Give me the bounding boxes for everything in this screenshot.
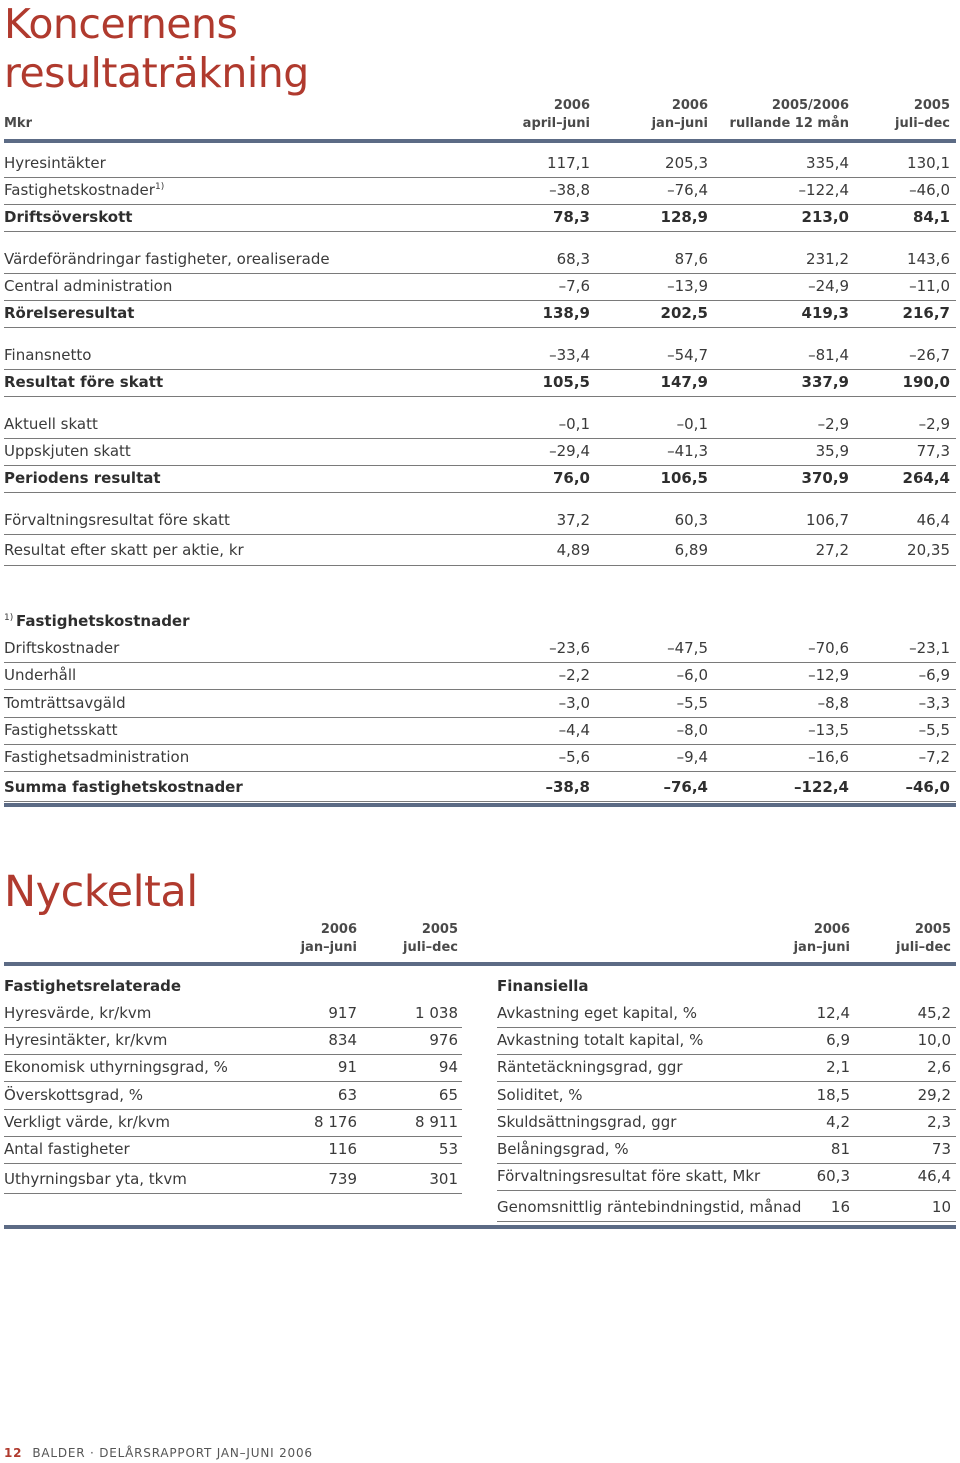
row-label: Hyresintäkter (4, 154, 106, 172)
row-rule (4, 565, 956, 566)
row-label: Driftsöverskott (4, 208, 133, 226)
row-rule (4, 327, 956, 328)
row-value: –5,5 (676, 694, 708, 712)
row-value: 77,3 (916, 442, 950, 460)
row-value: 63 (337, 1086, 357, 1104)
row-value: –3,3 (918, 694, 950, 712)
note-row (0, 635, 960, 662)
row-value: 116 (328, 1140, 357, 1158)
row-value: 202,5 (660, 304, 708, 322)
row-value: –16,6 (808, 748, 849, 766)
row-value: –8,0 (676, 721, 708, 739)
row-value: 106,7 (806, 511, 849, 529)
row-value: –2,2 (558, 666, 590, 684)
row-value: –2,9 (918, 415, 950, 433)
row-value: –3,0 (558, 694, 590, 712)
kf-row (0, 1000, 960, 1027)
row-value: 2,1 (826, 1058, 850, 1076)
row-label: Verkligt värde, kr/kvm (4, 1113, 171, 1131)
row-label: Fastighetsadministration (4, 748, 190, 766)
row-value: 143,6 (907, 250, 950, 268)
kf-bottom-rule (4, 1225, 956, 1229)
row-value: –47,5 (667, 639, 708, 657)
row-value: 87,6 (674, 250, 708, 268)
row-label: Ekonomisk uthyrningsgrad, % (4, 1058, 228, 1076)
row-value: 205,3 (665, 154, 708, 172)
row-value: –76,4 (667, 181, 708, 199)
row-value: –0,1 (676, 415, 708, 433)
row-value: 35,9 (815, 442, 849, 460)
row-value: 46,4 (916, 511, 950, 529)
row-label: Fastighetsskatt (4, 721, 118, 739)
kf-col-year: 2006 (320, 922, 357, 937)
income-row (0, 204, 960, 231)
row-value: –24,9 (808, 277, 849, 295)
kf-col-period: jan–juni (300, 940, 357, 955)
row-value: 2,6 (927, 1058, 951, 1076)
table-bottom-rule (4, 803, 956, 807)
row-value: –81,4 (808, 346, 849, 364)
row-value: 138,9 (542, 304, 590, 322)
note-row (0, 662, 960, 689)
row-label: Hyresvärde, kr/kvm (4, 1004, 152, 1022)
income-col-period: rullande 12 mån (729, 116, 849, 131)
kf-row (0, 1163, 960, 1190)
row-value: –6,9 (918, 666, 950, 684)
row-value: –46,0 (905, 778, 950, 796)
row-value: –4,4 (558, 721, 590, 739)
row-value: 301 (429, 1170, 458, 1188)
row-value: –2,9 (817, 415, 849, 433)
row-rule (4, 534, 956, 535)
income-row (0, 369, 960, 396)
row-value: 53 (438, 1140, 458, 1158)
row-value: 337,9 (801, 373, 849, 391)
income-row (0, 246, 960, 273)
row-value: 4,89 (556, 541, 590, 559)
note-row (0, 774, 960, 801)
row-value: 65 (438, 1086, 458, 1104)
row-label: Fastighetskostnader (4, 181, 155, 199)
row-value: 68,3 (556, 250, 590, 268)
row-value: 27,2 (815, 541, 849, 559)
row-value: 60,3 (674, 511, 708, 529)
row-value: –7,2 (918, 748, 950, 766)
row-value: 2,3 (927, 1113, 951, 1131)
row-value: –41,3 (667, 442, 708, 460)
row-value: –122,4 (794, 778, 849, 796)
row-value: –38,8 (545, 778, 590, 796)
row-label: Skuldsättningsgrad, ggr (497, 1113, 677, 1131)
row-label: Genomsnittlig räntebindningstid, månad (497, 1198, 802, 1216)
section-label: Finansiella (497, 977, 589, 995)
row-label: Resultat före skatt (4, 373, 164, 391)
income-row (0, 300, 960, 327)
income-row (0, 342, 960, 369)
row-label: Summa fastighetskostnader (4, 778, 243, 796)
kf-row (0, 1136, 960, 1163)
row-label: Värdeförändringar fastigheter, orealiserade (4, 250, 330, 268)
row-value: –11,0 (909, 277, 950, 295)
row-label: Hyresintäkter, kr/kvm (4, 1031, 168, 1049)
row-value: 91 (337, 1058, 357, 1076)
row-value: –23,1 (909, 639, 950, 657)
row-label: Tomträttsavgäld (4, 694, 126, 712)
kf-col-period: juli–dec (403, 940, 458, 955)
row-value: 10 (931, 1198, 951, 1216)
row-value: 117,1 (547, 154, 590, 172)
row-value: 84,1 (912, 208, 950, 226)
row-label: Resultat efter skatt per aktie, kr (4, 541, 244, 559)
row-rule (4, 801, 956, 802)
income-col-period: april–juni (522, 116, 590, 131)
kf-row (0, 1027, 960, 1054)
row-value: –5,5 (918, 721, 950, 739)
kf-row (0, 1194, 960, 1221)
row-value: –9,4 (676, 748, 708, 766)
row-label: Aktuell skatt (4, 415, 98, 433)
row-value: –8,8 (817, 694, 849, 712)
row-value: –70,6 (808, 639, 849, 657)
kf-row (0, 1054, 960, 1081)
row-value: 8 911 (415, 1113, 458, 1131)
row-value: 335,4 (806, 154, 849, 172)
row-rule (4, 771, 956, 772)
row-value: 73 (931, 1140, 951, 1158)
income-col-year: 2005/2006 (771, 98, 849, 113)
row-rule (4, 492, 956, 493)
kf-row (0, 1109, 960, 1136)
row-label: Soliditet, % (497, 1086, 583, 1104)
row-value: 231,2 (806, 250, 849, 268)
row-value: 37,2 (556, 511, 590, 529)
row-value: –54,7 (667, 346, 708, 364)
row-value: 190,0 (902, 373, 950, 391)
row-label: Driftskostnader (4, 639, 120, 657)
row-value: –46,0 (909, 181, 950, 199)
row-value: –7,6 (558, 277, 590, 295)
row-value: 834 (328, 1031, 357, 1049)
page-number: 12 (4, 1446, 23, 1460)
income-row (0, 438, 960, 465)
row-value: 6,9 (826, 1031, 850, 1049)
income-statement-title: Koncernens resultaträkning (4, 0, 309, 97)
row-value: 739 (328, 1170, 357, 1188)
row-value: –12,9 (808, 666, 849, 684)
income-row: Fastighetskostnader 1) –38,8 –76,4 –122,4 –46,0 (0, 177, 960, 204)
row-rule (4, 231, 956, 232)
row-label: Central administration (4, 277, 173, 295)
row-value: 419,3 (801, 304, 849, 322)
row-value: –13,9 (667, 277, 708, 295)
row-value: 46,4 (917, 1167, 951, 1185)
income-row (0, 537, 960, 564)
row-value: –29,4 (549, 442, 590, 460)
row-value: 8 176 (314, 1113, 357, 1131)
row-value: 10,0 (917, 1031, 951, 1049)
row-value: –26,7 (909, 346, 950, 364)
kf-section-title (4, 973, 304, 1000)
header-rule (4, 139, 956, 143)
kf-col-year: 2006 (813, 922, 850, 937)
row-value: 917 (328, 1004, 357, 1022)
row-value: –76,4 (663, 778, 708, 796)
note-row (0, 690, 960, 717)
row-value: 130,1 (907, 154, 950, 172)
row-value: 78,3 (552, 208, 590, 226)
row-value: 29,2 (917, 1086, 951, 1104)
row-value: –6,0 (676, 666, 708, 684)
income-row (0, 273, 960, 300)
row-value: –0,1 (558, 415, 590, 433)
income-row (0, 465, 960, 492)
row-value: 370,9 (801, 469, 849, 487)
kf-col-period: juli–dec (896, 940, 951, 955)
section-label: Fastighetsrelaterade (4, 977, 182, 995)
page-footer (4, 1446, 313, 1460)
row-label: Uppskjuten skatt (4, 442, 131, 460)
income-row (0, 507, 960, 534)
row-value: –13,5 (808, 721, 849, 739)
row-value: –5,6 (558, 748, 590, 766)
row-label: Överskottsgrad, % (4, 1086, 143, 1104)
key-figures-title: Nyckeltal (4, 867, 198, 917)
income-row (0, 150, 960, 177)
row-value: 20,35 (907, 541, 950, 559)
kf-col-year: 2005 (421, 922, 458, 937)
row-label: Uthyrningsbar yta, tkvm (4, 1170, 187, 1188)
row-label: Förvaltningsresultat före skatt, Mkr (497, 1167, 761, 1185)
row-label: Avkastning eget kapital, % (497, 1004, 698, 1022)
row-value: 4,2 (826, 1113, 850, 1131)
kf-section-title (497, 973, 797, 1000)
row-value: –23,6 (549, 639, 590, 657)
note-row (0, 744, 960, 771)
row-value: 18,5 (816, 1086, 850, 1104)
row-label: Belåningsgrad, % (497, 1140, 629, 1158)
row-value: 976 (429, 1031, 458, 1049)
income-col-period: jan–juni (651, 116, 708, 131)
row-value: 6,89 (674, 541, 708, 559)
footer-text: BALDER · DELÅRSRAPPORT JAN–JUNI 2006 (32, 1446, 313, 1460)
row-value: 94 (438, 1058, 458, 1076)
row-label: Avkastning totalt kapital, % (497, 1031, 704, 1049)
row-value: 106,5 (660, 469, 708, 487)
row-label: Antal fastigheter (4, 1140, 130, 1158)
unit-label: Mkr (4, 116, 32, 131)
kf-header-rule (4, 962, 956, 966)
row-value: 45,2 (917, 1004, 951, 1022)
row-label: Periodens resultat (4, 469, 161, 487)
row-label: Finansnetto (4, 346, 92, 364)
row-value: 60,3 (816, 1167, 850, 1185)
row-label: Räntetäckningsgrad, ggr (497, 1058, 683, 1076)
row-label: Rörelseresultat (4, 304, 135, 322)
row-value: 12,4 (816, 1004, 850, 1022)
row-value: 213,0 (801, 208, 849, 226)
row-value: –38,8 (549, 181, 590, 199)
row-label: Underhåll (4, 666, 77, 684)
footnote-title: Fastighetskostnader (16, 612, 190, 630)
income-col-year: 2006 (553, 98, 590, 113)
row-rule (497, 1190, 956, 1191)
row-value: 147,9 (660, 373, 708, 391)
row-rule (4, 396, 956, 397)
row-value: 16 (830, 1198, 850, 1216)
row-value: 216,7 (902, 304, 950, 322)
row-label: Förvaltningsresultat före skatt (4, 511, 230, 529)
row-value: –122,4 (798, 181, 849, 199)
row-value: 105,5 (542, 373, 590, 391)
kf-col-period: jan–juni (793, 940, 850, 955)
row-value: 264,4 (902, 469, 950, 487)
note-row (0, 717, 960, 744)
income-row (0, 411, 960, 438)
row-rule (497, 1221, 956, 1222)
income-col-year: 2005 (913, 98, 950, 113)
footnote-header: 1) Fastighetskostnader (0, 608, 600, 635)
row-value: 76,0 (552, 469, 590, 487)
row-value: 81 (830, 1140, 850, 1158)
row-value: 1 038 (415, 1004, 458, 1022)
income-col-period: juli–dec (895, 116, 950, 131)
kf-col-year: 2005 (914, 922, 951, 937)
income-col-year: 2006 (671, 98, 708, 113)
row-value: 128,9 (660, 208, 708, 226)
kf-row (0, 1082, 960, 1109)
row-value: –33,4 (549, 346, 590, 364)
